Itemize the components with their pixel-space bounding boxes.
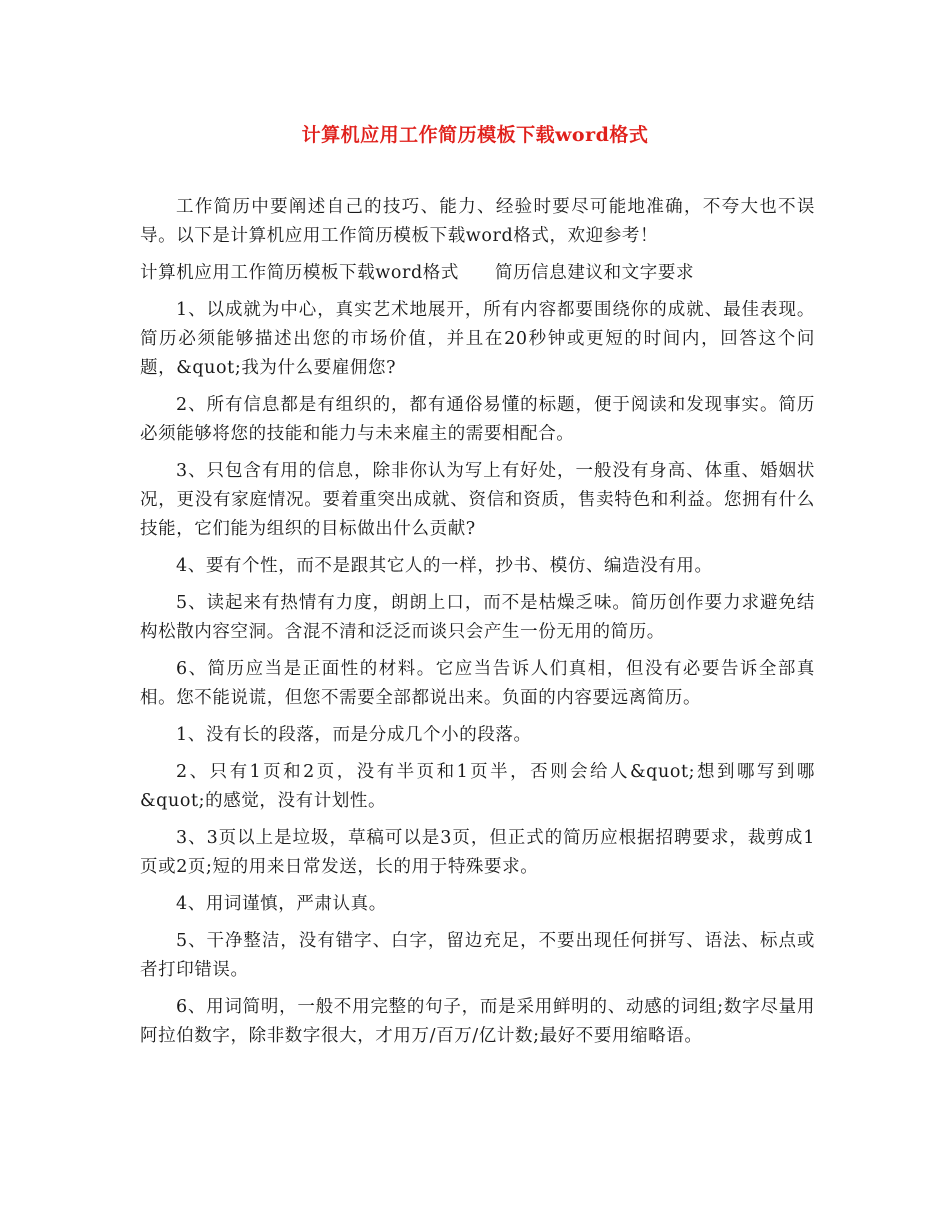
intro-paragraph: 工作简历中要阐述自己的技巧、能力、经验时要尽可能地准确，不夸大也不误导。以下是计算机应用工作简历模板下载word格式，欢迎参考！ bbox=[140, 197, 815, 246]
paragraph-5: 5、读起来有热情有力度，朗朗上口，而不是枯燥乏味。简历创作要力求避免结构松散内容空洞。含混不清和泛泛而谈只会产生一份无用的简历。 bbox=[140, 593, 815, 642]
paragraph-2: 2、所有信息都是有组织的，都有通俗易懂的标题，便于阅读和发现事实。简历必须能够将您的技能和能力与未来雇主的需要相配合。 bbox=[140, 395, 815, 444]
paragraph-9: 3、3页以上是垃圾，草稿可以是3页，但正式的简历应根据招聘要求，裁剪成1页或2页;短的用来日常发送，长的用于特殊要求。 bbox=[140, 828, 815, 877]
paragraph-3: 3、只包含有用的信息，除非你认为写上有好处，一般没有身高、体重、婚姻状况，更没有家庭情况。要着重突出成就、资信和资质，售卖特色和利益。您拥有什么技能，它们能为组织的目标做出什么贡献? bbox=[140, 461, 815, 539]
subheading-line bbox=[140, 259, 815, 288]
document-body bbox=[140, 193, 815, 1059]
subheading-right: 简历信息建议和文字要求 bbox=[494, 263, 695, 283]
paragraph-8: 2、只有1页和2页，没有半页和1页半，否则会给人&quot;想到哪写到哪&quot;的感觉，没有计划性。 bbox=[140, 762, 815, 811]
document-title: 计算机应用工作简历模板下载word格式 bbox=[301, 124, 649, 146]
paragraph-1: 1、以成就为中心，真实艺术地展开，所有内容都要围绕你的成就、最佳表现。简历必须能够描述出您的市场价值，并且在20秒钟或更短的时间内，回答这个问题，&quot;我为什么要雇佣您? bbox=[140, 300, 815, 378]
paragraph-7: 1、没有长的段落，而是分成几个小的段落。 bbox=[176, 725, 532, 745]
paragraph-10: 4、用词谨慎，严肃认真。 bbox=[176, 894, 387, 914]
paragraph-4: 4、要有个性，而不是跟其它人的一样，抄书、模仿、编造没有用。 bbox=[176, 556, 713, 576]
paragraph-6: 6、简历应当是正面性的材料。它应当告诉人们真相，但没有必要告诉全部真相。您不能说谎，但您不需要全部都说出来。负面的内容要远离简历。 bbox=[140, 659, 815, 708]
paragraph-11: 5、干净整洁，没有错字、白字，留边充足，不要出现任何拼写、语法、标点或者打印错误。 bbox=[140, 931, 815, 980]
subheading-left: 计算机应用工作简历模板下载word格式 bbox=[140, 263, 459, 283]
paragraph-12: 6、用词简明，一般不用完整的句子，而是采用鲜明的、动感的词组;数字尽量用阿拉伯数字，除非数字很大，才用万/百万/亿计数;最好不要用缩略语。 bbox=[140, 997, 815, 1046]
